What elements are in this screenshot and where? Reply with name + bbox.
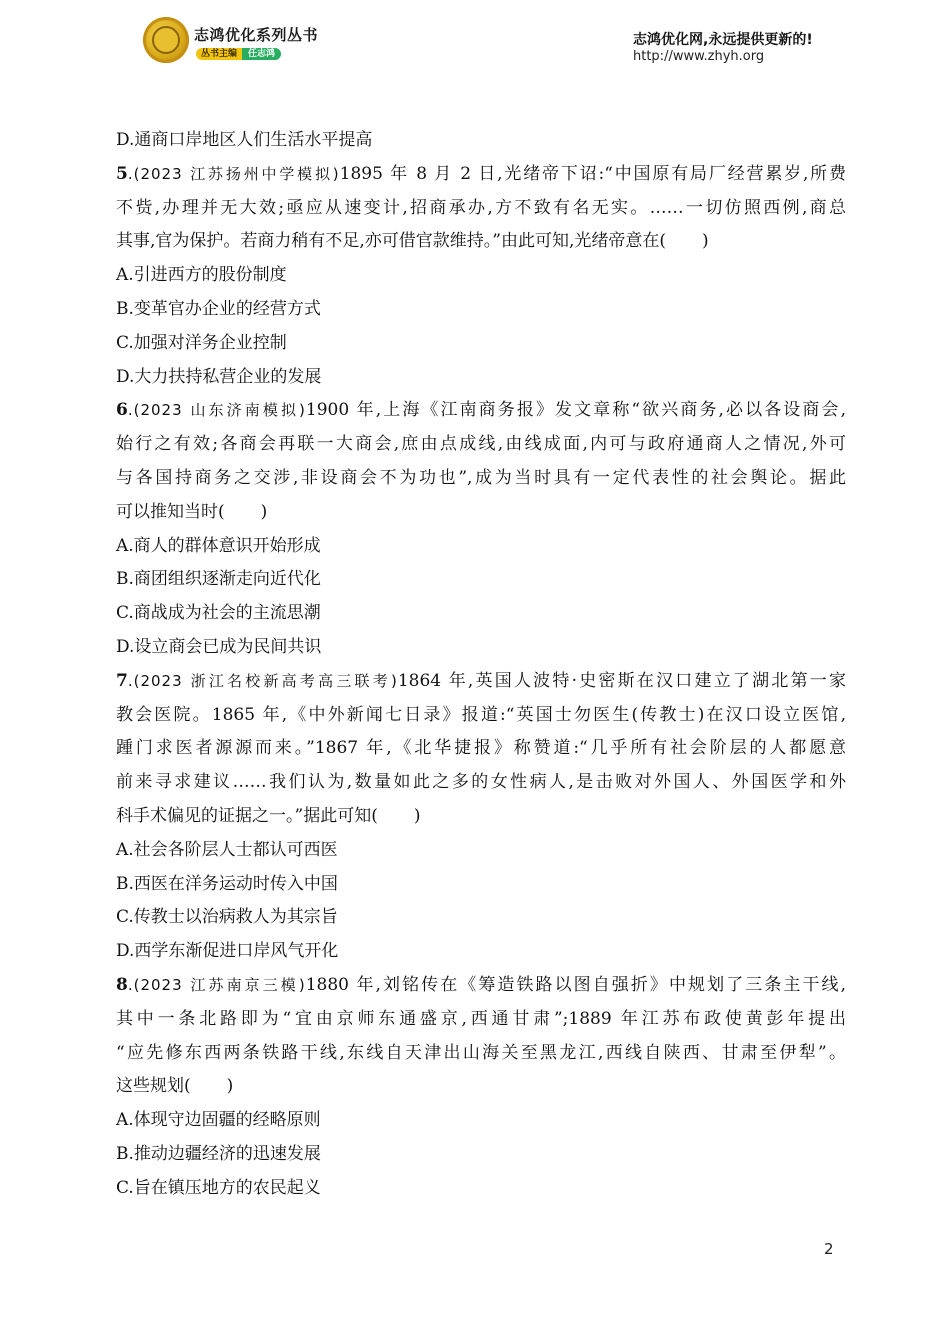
q6-number: 6 [116, 400, 128, 421]
q8-stem-line-2: 其中一条北路即为“宜由京师东通盛京,西通甘肃”;1889 年江苏布政使黄彭年提出 [116, 1008, 846, 1029]
q6-stem-line-2: 始行之有效;各商会再联一大商会,庶由点成线,由线成面,内可与政府通商人之情况,外可 [116, 434, 846, 455]
q7-stem-text: 1864 年,英国人波特·史密斯在汉口建立了湖北第一家 [397, 670, 846, 691]
site-url[interactable]: http://www.zhyh.org [633, 49, 765, 64]
q5-option-b: B.变革官办企业的经营方式 [116, 298, 321, 319]
q8-option-a: A.体现守边固疆的经略原则 [116, 1110, 321, 1131]
q6-stem-line-1 [116, 394, 846, 428]
q8-number: 8 [116, 974, 128, 995]
q7-stem-line-4: 前来寻求建议……我们认为,数量如此之多的女性病人,是击败对外国人、外国医学和外 [116, 772, 846, 793]
q7-number: 7 [116, 670, 128, 691]
q7-option-c: C.传教士以治病救人为其宗旨 [116, 907, 338, 928]
series-title: 志鸿优化系列丛书 [194, 26, 319, 44]
q8-source: .(2023 江苏南京三模) [127, 975, 306, 994]
q7-stem-line-5: 科手术偏见的证据之一。”据此可知( ) [116, 805, 421, 826]
page-number: 2 [824, 1240, 834, 1258]
q5-number: 5 [116, 163, 128, 184]
q8-stem-line-4: 这些规划( ) [116, 1076, 234, 1097]
q7-stem-line-1 [116, 665, 846, 699]
q8-stem-line-3: “应先修东西两条铁路干线,东线自天津出山海关至黑龙江,西线自陕西、甘肃至伊犁”。 [116, 1042, 846, 1063]
q6-stem-text: 1900 年,上海《江南商务报》发文章称“欲兴商务,必以各设商会, [305, 400, 846, 421]
q6-stem-line-4: 可以推知当时( ) [116, 501, 268, 522]
q5-option-d: D.大力扶持私营企业的发展 [116, 366, 322, 387]
q6-stem-line-3: 与各国持商务之交涉,非设商会不为功也”,成为当时具有一定代表性的社会舆论。据此 [116, 467, 846, 488]
q6-source: .(2023 山东济南模拟) [127, 401, 306, 420]
q6-option-c: C.商战成为社会的主流思潮 [116, 603, 321, 624]
page-header [0, 0, 950, 80]
q7-stem-line-3: 踵门求医者源源而来。”1867 年,《北华捷报》称赞道:“几乎所有社会阶层的人都愿意 [116, 738, 846, 759]
header-slogan: 志鸿优化网,永远提供更新的! [633, 32, 813, 48]
q5-source: .(2023 江苏扬州中学模拟) [127, 164, 340, 183]
q6-option-a: A.商人的群体意识开始形成 [116, 535, 321, 556]
q8-stem-line-1 [116, 969, 846, 1003]
editor-label: 丛书主编 [196, 48, 242, 60]
q7-option-d: D.西学东渐促进口岸风气开化 [116, 941, 339, 962]
editor-name: 任志鸿 [242, 48, 281, 60]
q5-stem-line-1 [116, 158, 846, 192]
q5-stem-line-3: 其事,官为保护。若商力稍有不足,亦可借官款维持。”由此可知,光绪帝意在( ) [116, 231, 709, 252]
q6-option-b: B.商团组织逐渐走向近代化 [116, 569, 321, 590]
q5-stem-line-2: 不赀,办理并无大效;亟应从速变计,招商承办,方不致有名无实。……一切仿照西例,商总 [116, 197, 846, 218]
q8-option-b: B.推动边疆经济的迅速发展 [116, 1143, 321, 1164]
q5-option-a: A.引进西方的股份制度 [116, 265, 287, 286]
publisher-seal-logo [143, 17, 189, 63]
q5-option-c: C.加强对洋务企业控制 [116, 332, 287, 353]
option-d-prev: D.通商口岸地区人们生活水平提高 [116, 130, 373, 150]
editor-tag [196, 48, 281, 60]
q7-option-a: A.社会各阶层人士都认可西医 [116, 839, 338, 860]
q8-option-c: C.旨在镇压地方的农民起义 [116, 1177, 321, 1198]
question-content [116, 124, 846, 1206]
q6-option-d: D.设立商会已成为民间共识 [116, 636, 322, 657]
q5-stem-text: 1895 年 8 月 2 日,光绪帝下诏:“中国原有局厂经营累岁,所费 [339, 163, 847, 184]
q7-source: .(2023 浙江名校新高考高三联考) [127, 671, 398, 690]
q8-stem-text: 1880 年,刘铭传在《筹造铁路以图自强折》中规划了三条主干线, [305, 974, 846, 995]
q7-stem-line-2: 教会医院。1865 年,《中外新闻七日录》报道:“英国士勿医生(传教士)在汉口设立医馆, [116, 704, 846, 725]
q7-option-b: B.西医在洋务运动时传入中国 [116, 873, 338, 894]
